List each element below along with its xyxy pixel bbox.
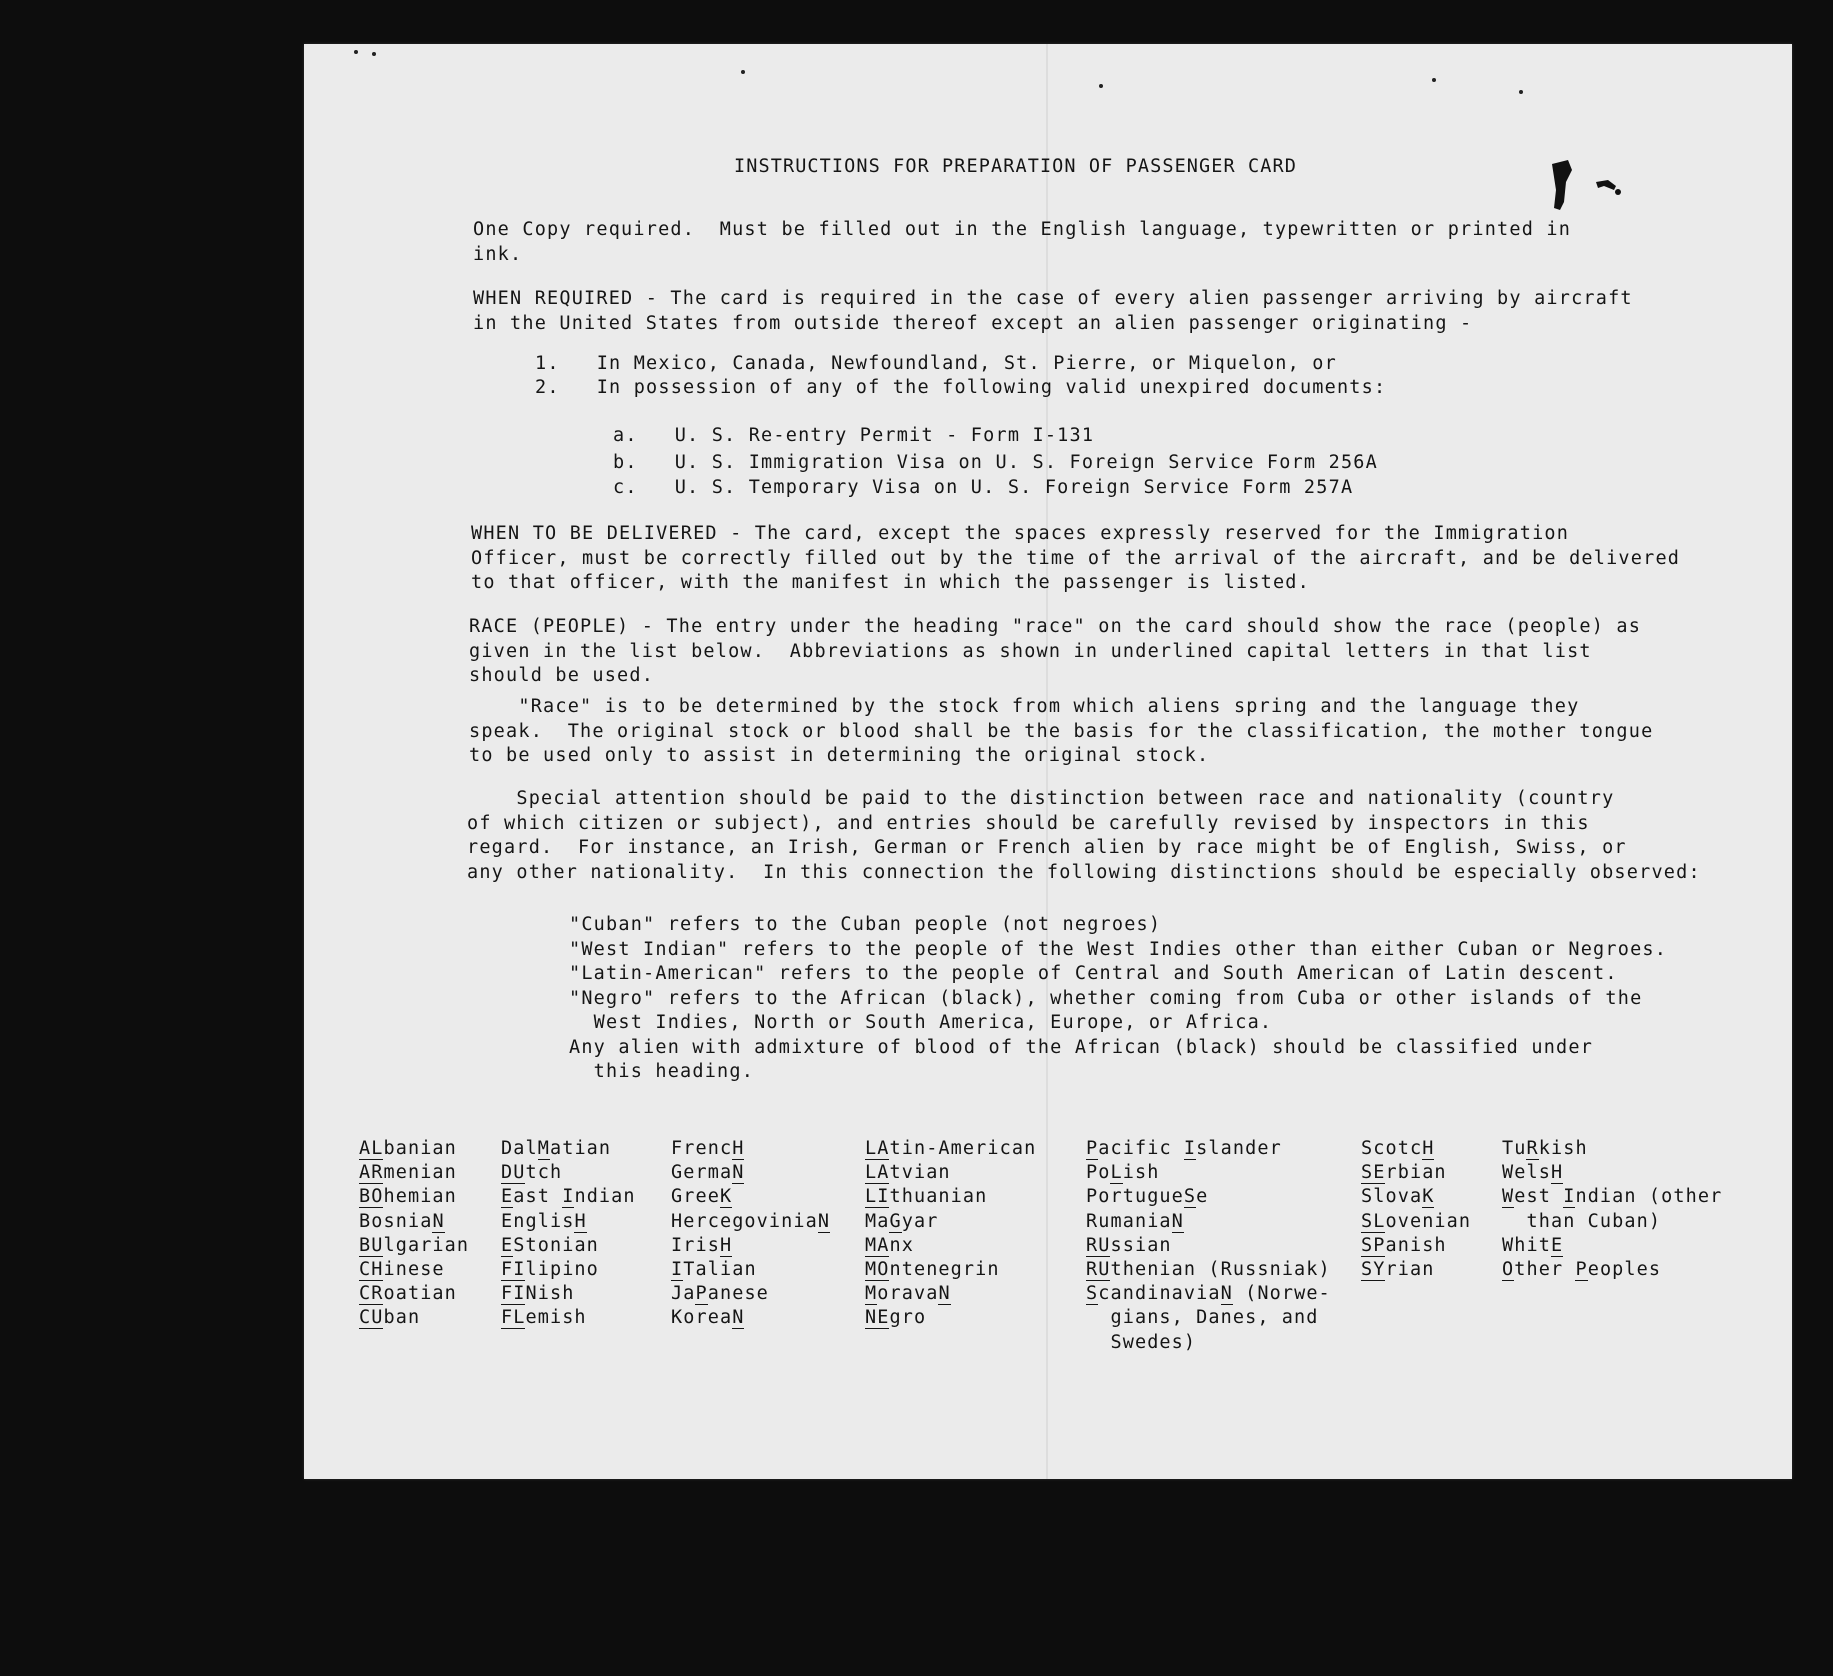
- race-abbreviation: K: [1422, 1186, 1435, 1208]
- race-abbreviation: AR: [359, 1162, 384, 1184]
- race-text: ther: [1514, 1258, 1576, 1280]
- race-abbreviation: RU: [1086, 1234, 1111, 1256]
- race-text: Stonian: [513, 1234, 599, 1256]
- race-entry: [1361, 1234, 1471, 1258]
- race-entry: [359, 1137, 469, 1161]
- race-text: lipino: [525, 1258, 599, 1280]
- race-text: ndian (other: [1575, 1186, 1723, 1208]
- race-abbreviation: G: [889, 1210, 902, 1232]
- race-text: candinavia: [1098, 1283, 1221, 1305]
- race-abbreviation: P: [1575, 1258, 1588, 1280]
- race-entry: [865, 1185, 1036, 1209]
- race-entry: [359, 1282, 469, 1306]
- race-abbreviation: I: [671, 1258, 684, 1280]
- race-abbreviation: SP: [1361, 1234, 1386, 1256]
- when-required-paragraph: WHEN REQUIRED - The card is required in the case of every alien passenger arriving by aircraft in the United States from outside thereof except an alien passenger originating -: [473, 288, 1633, 334]
- race-abbreviation: AL: [359, 1138, 384, 1159]
- race-column: [359, 1137, 469, 1331]
- race-abbreviation: H: [574, 1210, 587, 1232]
- race-entry: [671, 1137, 830, 1161]
- race-abbreviation: H: [732, 1138, 745, 1159]
- race-abbreviation: LA: [865, 1162, 890, 1184]
- race-text: nx: [889, 1234, 914, 1256]
- page-title: INSTRUCTIONS FOR PREPARATION OF PASSENGER CARD: [734, 156, 1297, 177]
- race-text: Scotc: [1361, 1138, 1423, 1159]
- race-entry: [1086, 1306, 1331, 1330]
- race-text: Englis: [501, 1210, 575, 1232]
- race-text: oatian: [383, 1283, 457, 1305]
- race-abbreviation: BU: [359, 1234, 384, 1256]
- race-text: inese: [383, 1258, 445, 1280]
- race-entry: [1361, 1210, 1471, 1234]
- race-entry: [501, 1258, 636, 1282]
- race-text: thuanian: [889, 1186, 988, 1208]
- race-entry: [1086, 1137, 1331, 1161]
- lettered-item: b. U. S. Immigration Visa on U. S. Foreign Service Form 256A: [613, 452, 1378, 473]
- race-text: Talian: [683, 1258, 757, 1280]
- race-abbreviation: BO: [359, 1186, 384, 1208]
- race-abbreviation: M: [865, 1283, 878, 1305]
- race-text: ntenegrin: [889, 1258, 1000, 1280]
- document-page: [304, 44, 1792, 1479]
- race-abbreviation: H: [1550, 1162, 1564, 1184]
- race-text: Germa: [671, 1162, 733, 1184]
- race-text: anish: [1385, 1234, 1447, 1256]
- race-entry: [1361, 1185, 1471, 1209]
- race-abbreviation: MO: [865, 1258, 890, 1280]
- race-text: gro: [889, 1307, 927, 1329]
- race-text: Dal: [501, 1138, 538, 1159]
- race-abbreviation: SE: [1361, 1162, 1386, 1184]
- race-text: Po: [1086, 1162, 1111, 1184]
- lettered-item: a. U. S. Re-entry Permit - Form I-131: [613, 425, 1095, 446]
- race-abbreviation: O: [1502, 1258, 1515, 1280]
- race-abbreviation: N: [432, 1210, 445, 1232]
- race-abbreviation: E: [501, 1234, 514, 1256]
- race-column: [865, 1137, 1036, 1331]
- race-entry: [671, 1161, 830, 1185]
- race-entry: [1086, 1185, 1331, 1209]
- race-entry: [501, 1137, 636, 1161]
- race-entry: [1086, 1258, 1331, 1282]
- race-entry: [1502, 1234, 1722, 1258]
- race-abbreviation: DU: [501, 1162, 526, 1184]
- race-column: [1361, 1137, 1471, 1282]
- when-delivered-paragraph: WHEN TO BE DELIVERED - The card, except the spaces expressly reserved for the Immigration Officer, must be correctly filled out by the time of the arrival of the aircraft, and be delivered to that officer, with the manifest in which the passenger is listed.: [471, 523, 1681, 593]
- race-abbreviation: CU: [359, 1307, 384, 1329]
- race-entry: [1502, 1210, 1722, 1234]
- race-column: [1502, 1137, 1722, 1282]
- race-text: (Norwe-: [1232, 1283, 1331, 1305]
- race-entry: [359, 1210, 469, 1234]
- race-text: anese: [707, 1283, 769, 1305]
- race-text: tin-American: [889, 1138, 1037, 1159]
- race-abbreviation: CR: [359, 1283, 384, 1305]
- race-text: slander: [1196, 1138, 1282, 1159]
- race-abbreviation: N: [732, 1307, 745, 1329]
- race-abbreviation: H: [719, 1234, 733, 1256]
- race-entry: [1086, 1331, 1331, 1355]
- race-abbreviation: W: [1502, 1186, 1515, 1208]
- race-entry: [1502, 1161, 1722, 1185]
- race-text: rbian: [1385, 1162, 1447, 1184]
- race-entry: [1502, 1185, 1722, 1209]
- race-entry: [1361, 1258, 1471, 1282]
- race-entry: [359, 1161, 469, 1185]
- race-text: lgarian: [383, 1234, 470, 1256]
- race-entry: [359, 1234, 469, 1258]
- race-text: Portugue: [1086, 1186, 1184, 1208]
- race-entry: [359, 1185, 469, 1209]
- race-entry: [1361, 1137, 1471, 1161]
- race-abbreviation: N: [817, 1210, 831, 1232]
- race-entry: [501, 1161, 636, 1185]
- race-abbreviation: N: [1171, 1210, 1184, 1232]
- race-text: than Cuban): [1502, 1210, 1662, 1232]
- race-abbreviation: S: [1086, 1283, 1099, 1305]
- speck: [1099, 84, 1103, 88]
- race-text: Ja: [671, 1283, 696, 1305]
- race-text: hemian: [383, 1186, 457, 1208]
- race-abbreviation: SY: [1361, 1258, 1386, 1280]
- speck: [354, 50, 358, 54]
- race-text: banian: [383, 1138, 457, 1159]
- race-text: ssian: [1110, 1234, 1172, 1256]
- race-entry: [501, 1282, 636, 1306]
- race-abbreviation: FI: [501, 1258, 526, 1280]
- race-text: Korea: [671, 1307, 733, 1329]
- race-entry: [671, 1234, 830, 1258]
- race-abbreviation: E: [1550, 1234, 1564, 1256]
- race-text: Bosnia: [359, 1210, 433, 1232]
- race-text: Tu: [1502, 1138, 1527, 1159]
- race-text: atian: [549, 1138, 612, 1159]
- race-abbreviation: L: [1110, 1162, 1123, 1184]
- race-people-paragraph: RACE (PEOPLE) - The entry under the heading "race" on the card should show the race (people) as given in the list below. Abbreviations as shown in underlined capital letters in that list should be used.: [469, 616, 1642, 686]
- race-abbreviation: I: [1183, 1138, 1197, 1159]
- race-abbreviation: RU: [1086, 1258, 1111, 1280]
- race-text: Wels: [1502, 1162, 1551, 1184]
- race-abbreviation: LI: [865, 1186, 890, 1208]
- race-text: Gree: [671, 1186, 720, 1208]
- race-text: emish: [525, 1307, 587, 1329]
- race-entry: [1502, 1258, 1722, 1282]
- race-text: Swedes): [1086, 1331, 1197, 1353]
- race-text: yar: [901, 1210, 939, 1232]
- race-entry: [1086, 1282, 1331, 1306]
- race-abbreviation: S: [1183, 1186, 1197, 1208]
- race-text: kish: [1538, 1138, 1588, 1159]
- race-entry: [501, 1306, 636, 1330]
- race-entry: [359, 1258, 469, 1282]
- race-text: Nish: [525, 1283, 575, 1305]
- race-text: e: [1196, 1186, 1209, 1208]
- race-entry: [865, 1137, 1036, 1161]
- race-abbreviation: LA: [865, 1138, 890, 1159]
- race-text: ovenian: [1385, 1210, 1472, 1232]
- race-text: tch: [525, 1162, 563, 1184]
- race-text: Iris: [671, 1234, 720, 1256]
- race-abbreviation: R: [1526, 1138, 1539, 1159]
- race-text: thenian (Russniak): [1110, 1258, 1331, 1280]
- race-text: Frenc: [671, 1138, 733, 1159]
- numbered-item: 2. In possession of any of the following valid unexpired documents:: [535, 377, 1387, 398]
- race-entry: [865, 1210, 1036, 1234]
- race-entry: [1086, 1161, 1331, 1185]
- race-text: ban: [383, 1307, 421, 1329]
- race-definition-paragraph: "Race" is to be determined by the stock from which aliens spring and the language they speak. The original stock or blood shall be the basis for the classification, the mother tongue to be used only to assist in determining the original stock.: [469, 696, 1654, 766]
- race-entry: [501, 1234, 636, 1258]
- race-entry: [865, 1161, 1036, 1185]
- race-abbreviation: N: [1220, 1283, 1233, 1305]
- race-abbreviation: H: [1422, 1138, 1435, 1159]
- race-text: Ma: [865, 1210, 890, 1232]
- race-abbreviation: P: [695, 1283, 708, 1305]
- race-entry: [1502, 1137, 1722, 1161]
- race-abbreviation: E: [501, 1186, 514, 1208]
- race-text: acific: [1098, 1138, 1184, 1159]
- race-abbreviation: P: [1086, 1138, 1099, 1159]
- race-entry: [865, 1306, 1036, 1330]
- race-entry: [1361, 1161, 1471, 1185]
- copy-requirement-paragraph: One Copy required. Must be filled out in the English language, typewritten or printed in ink.: [473, 219, 1572, 265]
- speck: [372, 52, 376, 56]
- special-attention-paragraph: Special attention should be paid to the distinction between race and nationality (country of which citizen or subject), and entries should be carefully revised by inspectors in this regard. For instance, an Irish, German or French alien by race might be of English, Swiss, or any other nationality. In this connection the following distinctions should be especially observed:: [467, 788, 1701, 883]
- race-abbreviation: SL: [1361, 1210, 1386, 1232]
- race-abbreviation: NE: [865, 1307, 890, 1329]
- race-text: Rumania: [1086, 1210, 1172, 1232]
- race-abbreviation: N: [938, 1283, 951, 1305]
- lettered-item: c. U. S. Temporary Visa on U. S. Foreign Service Form 257A: [613, 477, 1354, 498]
- race-entry: [359, 1306, 469, 1330]
- speck: [741, 70, 745, 74]
- race-text: gians, Danes, and: [1086, 1307, 1319, 1329]
- race-entry: [865, 1234, 1036, 1258]
- race-entry: [671, 1210, 830, 1234]
- race-column: [1086, 1137, 1331, 1355]
- race-text: Slova: [1361, 1186, 1423, 1208]
- race-entry: [865, 1282, 1036, 1306]
- race-abbreviation: I: [562, 1186, 575, 1208]
- race-entry: [671, 1185, 830, 1209]
- race-entry: [671, 1306, 830, 1330]
- speck: [1519, 90, 1523, 94]
- numbered-item: 1. In Mexico, Canada, Newfoundland, St. Pierre, or Miquelon, or: [535, 353, 1337, 374]
- race-abbreviation: CH: [359, 1258, 384, 1280]
- race-entry: [501, 1210, 636, 1234]
- race-text: ish: [1122, 1162, 1160, 1184]
- race-entry: [1086, 1210, 1331, 1234]
- distinctions-list: "Cuban" refers to the Cuban people (not negroes) "West Indian" refers to the people of the West Indies other than either Cuban or Negroes. "Latin-American" refers to the people of Central and South American of Latin descent. "Negro" refers to the African (black), whether coming from Cuba or other islands of the West Indies, North or South America, Europe, or Africa. Any alien with admixture of blood of the African (black) should be classified under this heading.: [569, 914, 1668, 1082]
- race-text: est: [1514, 1186, 1564, 1208]
- race-abbreviation: K: [719, 1186, 733, 1208]
- race-text: ndian: [574, 1186, 636, 1208]
- race-text: Whit: [1502, 1234, 1551, 1256]
- race-column: [501, 1137, 636, 1331]
- race-text: rian: [1385, 1258, 1435, 1280]
- speck: [1432, 78, 1436, 82]
- race-column: [671, 1137, 830, 1331]
- race-abbreviation: M: [537, 1138, 550, 1159]
- race-abbreviation: MA: [865, 1234, 890, 1256]
- race-text: ast: [513, 1186, 563, 1208]
- race-text: tvian: [889, 1162, 951, 1184]
- race-entry: [501, 1185, 636, 1209]
- race-entry: [1086, 1234, 1331, 1258]
- race-text: menian: [383, 1162, 457, 1184]
- race-text: eoples: [1587, 1258, 1662, 1280]
- race-abbreviation: I: [1563, 1186, 1576, 1208]
- race-entry: [865, 1258, 1036, 1282]
- race-abbreviation: FI: [501, 1283, 526, 1305]
- race-abbreviation: N: [732, 1162, 745, 1184]
- race-abbreviation: FL: [501, 1307, 526, 1329]
- race-entry: [671, 1258, 830, 1282]
- race-text: Hercegovinia: [671, 1210, 818, 1232]
- race-text: orava: [877, 1283, 939, 1305]
- race-entry: [671, 1282, 830, 1306]
